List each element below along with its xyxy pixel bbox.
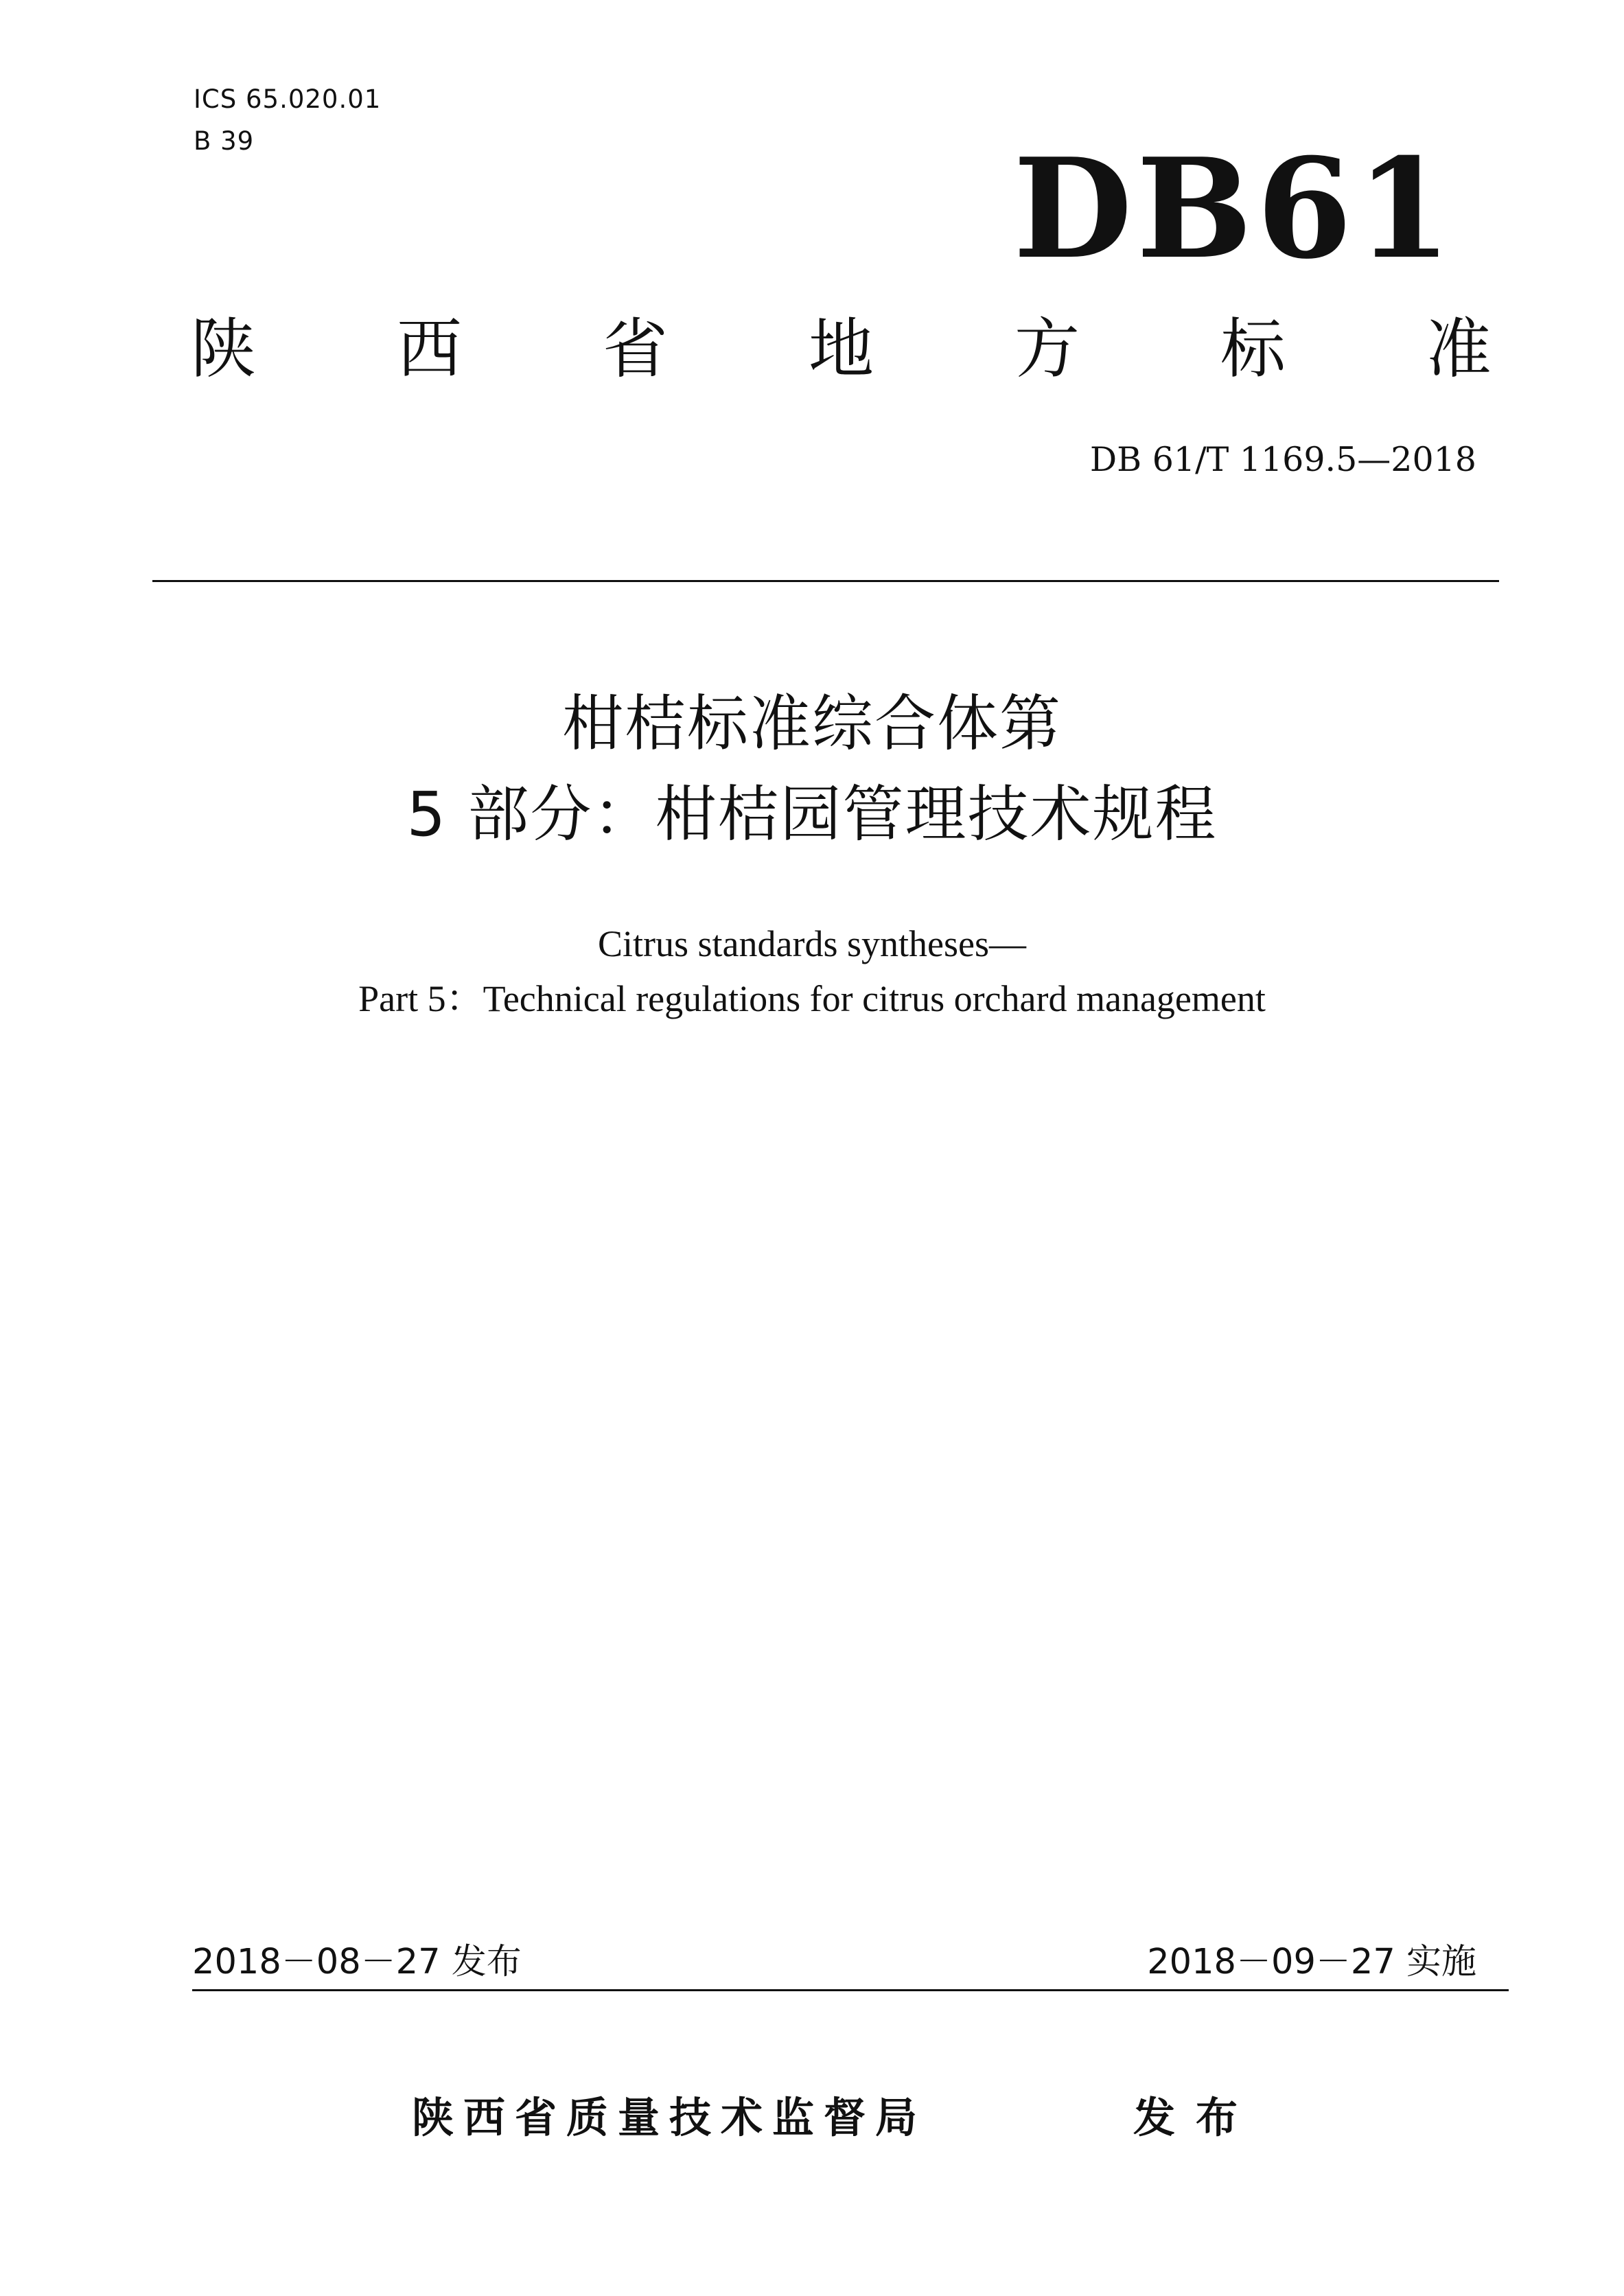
title-zh-line-2: 5 部分：柑桔园管理技术规程 (406, 778, 1218, 850)
standard-type-char: 陕 (191, 312, 257, 387)
footer-divider (192, 1989, 1509, 1991)
issuer-name: 陕西省质量技术监督局 (412, 2094, 927, 2142)
publish-label: 发布 (1133, 2094, 1259, 2142)
header-divider (152, 580, 1499, 582)
standard-type-char: 标 (1220, 312, 1286, 387)
standard-type-heading (191, 312, 1492, 387)
title-en-line-1: Citrus standards syntheses— (598, 923, 1026, 964)
ics-code: ICS 65.020.01 (194, 84, 382, 114)
issue-date: 2018－08－27 发布 (192, 1942, 522, 1982)
implementation-date: 2018－09－27 实施 (1147, 1942, 1476, 1982)
standard-type-char: 方 (1014, 312, 1080, 387)
standard-type-char: 准 (1426, 312, 1492, 387)
db-mark: DB61 (1013, 128, 1456, 290)
standard-type-char: 省 (602, 312, 668, 387)
title-zh-line-1: 柑桔标准综合体第 (562, 688, 1062, 759)
ccs-code: B 39 (194, 126, 255, 156)
title-en-line-2: Part 5：Technical regulations for citrus orchard management (358, 978, 1266, 1019)
standard-type-char: 地 (808, 312, 874, 387)
standard-type-char: 西 (396, 312, 462, 387)
standard-number: DB 61/T 1169.5—2018 (1089, 440, 1476, 479)
